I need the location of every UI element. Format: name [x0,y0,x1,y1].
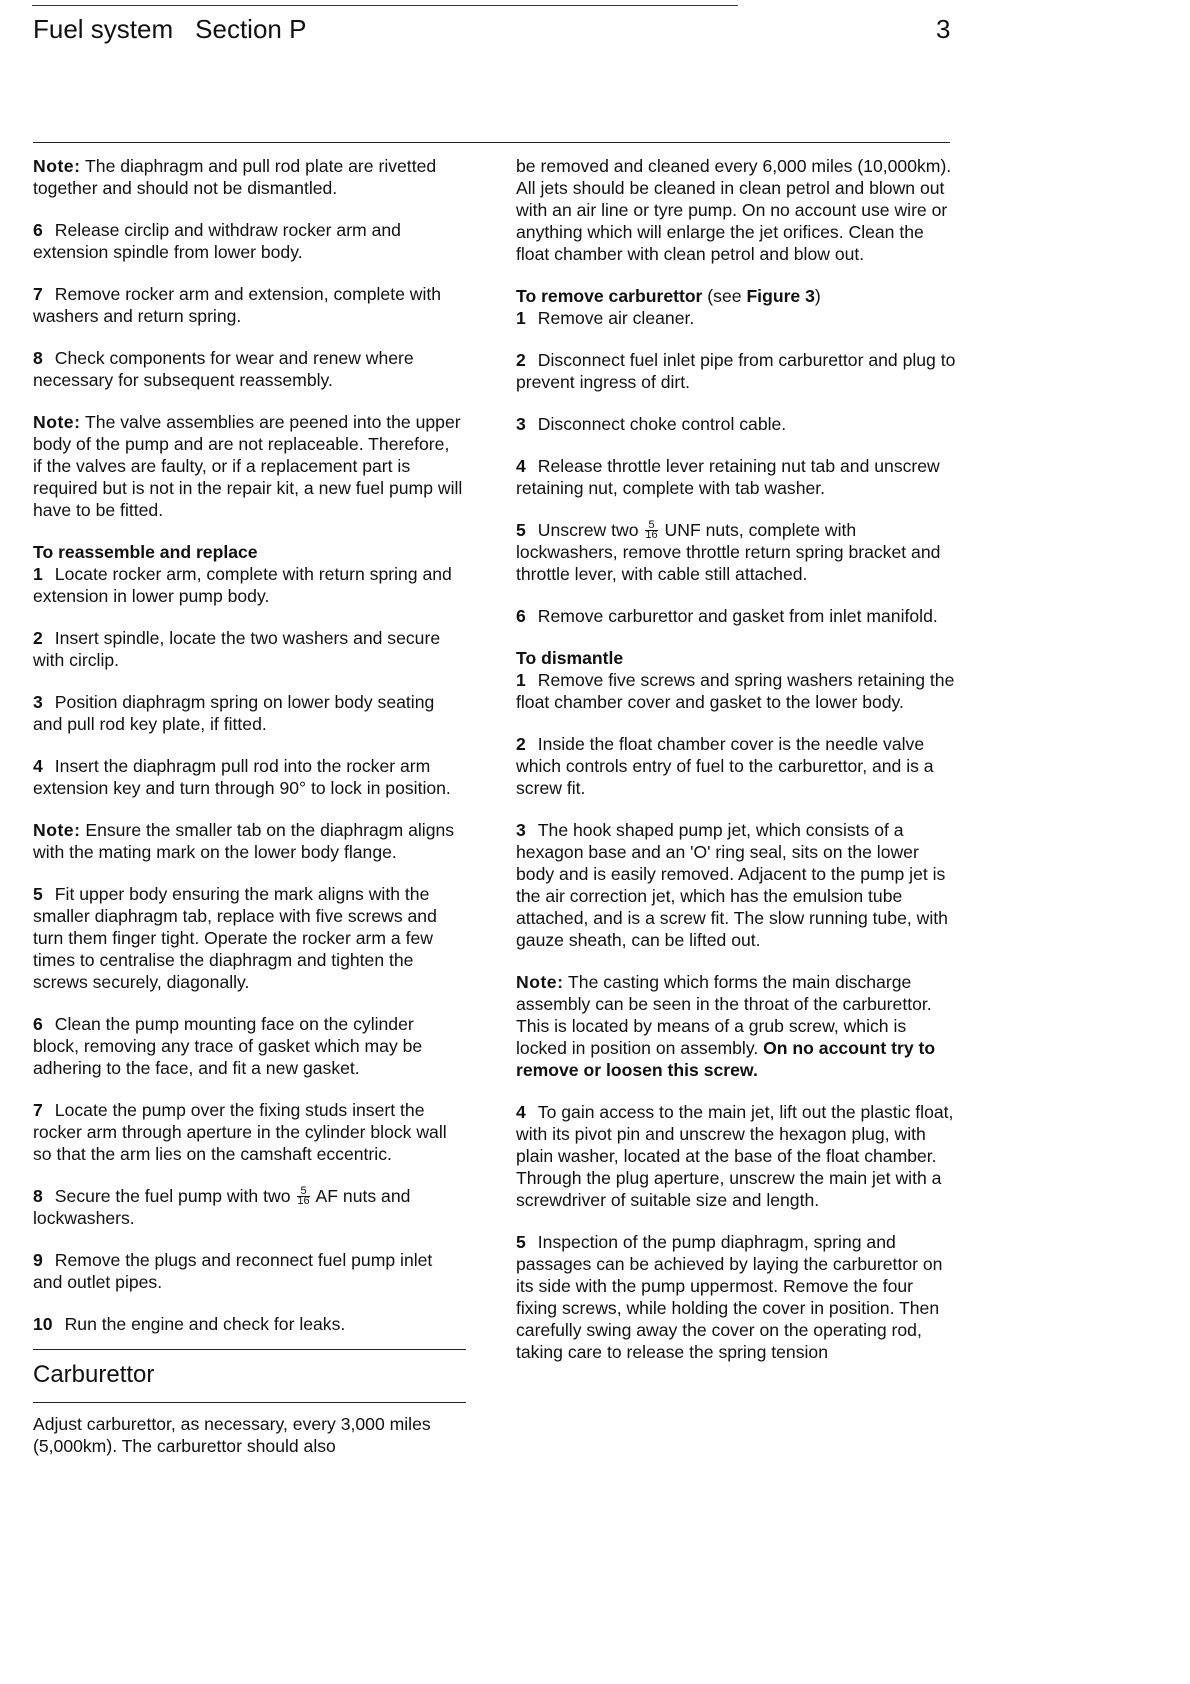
step-text: Locate the pump over the fixing studs insert the rocker arm through aperture in the cylinder block wall so that the arm lies on the camshaft eccentric. [33,1100,447,1164]
step-number: 3 [33,692,43,712]
step-1 [516,307,956,329]
step-text: Remove the plugs and reconnect fuel pump inlet and outlet pipes. [33,1250,433,1292]
dismantle-heading: To dismantle [516,648,624,668]
step-4 [516,1101,956,1211]
step-9 [33,1249,463,1293]
section-label: Section P [195,14,307,44]
step-text: To gain access to the main jet, lift out the plastic float, with its pivot pin and unscrew the hexagon plug, with plain washer, located at the base of the float chamber. Through the plug aperture, unscrew the main jet with a screwdriver of suitable size and length. [516,1102,954,1210]
note-label: Note: [33,412,81,432]
fraction-five-sixteenths [645,521,657,540]
step-2 [516,349,956,393]
carburettor-intro: Adjust carburettor, as necessary, every 3,000 miles (5,000km). The carburettor should also [33,1414,431,1456]
fraction-denominator: 16 [297,1195,310,1207]
step-text: Position diaphragm spring on lower body seating and pull rod key plate, if fitted. [33,692,435,734]
step-number: 2 [516,734,526,754]
heading-close: ) [814,286,821,306]
step-number: 2 [33,628,43,648]
step-number: 6 [516,606,526,626]
step-number: 6 [33,220,43,240]
step-1 [33,563,463,607]
step-number: 5 [516,520,526,540]
header-rule [32,5,738,6]
step-8 [33,1185,463,1229]
step-6 [33,219,463,263]
step-4 [33,755,463,799]
step-text: Remove air cleaner. [537,308,695,328]
left-column [33,155,463,1457]
step-text: AF nuts and lockwashers. [33,1186,411,1228]
figure-reference: Figure 3 [746,286,815,306]
section-rule [33,1349,466,1350]
step-5 [516,519,956,585]
heading-open: (see [702,286,747,306]
page-number: 3 [936,14,951,44]
step-text: Disconnect fuel inlet pipe from carburettor and plug to prevent ingress of dirt. [516,350,956,392]
fraction-denominator: 16 [645,529,658,541]
step-2 [516,733,956,799]
step-7 [33,1099,463,1165]
step-4 [516,455,956,499]
note-label: Note: [516,972,564,992]
step-3 [33,691,463,735]
step-text: Unscrew two [537,520,644,540]
step-text: Locate rocker arm, complete with return spring and extension in lower pump body. [33,564,452,606]
step-text: Disconnect choke control cable. [537,414,787,434]
step-3 [516,819,956,951]
step-8 [33,347,463,391]
step-text: Run the engine and check for leaks. [64,1314,346,1334]
step-number: 9 [33,1250,43,1270]
step-text: Remove five screws and spring washers retaining the float chamber cover and gasket to the lower body. [516,670,955,712]
note-paragraph [33,411,463,521]
step-text: Insert the diaphragm pull rod into the rocker arm extension key and turn through 90° to lock in position. [33,756,451,798]
step-text: Inside the float chamber cover is the needle valve which controls entry of fuel to the carburettor, and is a screw fit. [516,734,934,798]
section-rule [33,1402,466,1403]
step-number: 6 [33,1014,43,1034]
carburettor-heading: Carburettor [33,1361,155,1388]
step-number: 2 [516,350,526,370]
step-text: Remove rocker arm and extension, complete with washers and return spring. [33,284,442,326]
intro-continued: be removed and cleaned every 6,000 miles (10,000km). All jets should be cleaned in clean petrol and blown out with an air line or tyre pump. On no account use wire or anything which will enlarge the jet orifices. Clean the float chamber with clean petrol and blow out. [516,156,952,264]
note-text: The diaphragm and pull rod plate are rivetted together and should not be dismantled. [33,156,437,198]
step-number: 8 [33,1186,43,1206]
note-paragraph [33,155,463,199]
fraction-five-sixteenths [297,1187,309,1206]
note-text: The casting which forms the main discharge assembly can be seen in the throat of the carburettor. This is located by means of a grub screw, which is locked in position on assembly. [516,972,932,1058]
step-text: Secure the fuel pump with two [54,1186,296,1206]
step-7 [33,283,463,327]
step-number: 1 [516,308,526,328]
right-column [516,155,956,1363]
step-10 [33,1313,463,1335]
step-number: 1 [33,564,43,584]
step-number: 5 [516,1232,526,1252]
step-number: 4 [33,756,43,776]
note-warning: On no account try to remove or loosen this screw. [516,1038,936,1080]
fraction-numerator: 5 [297,1187,309,1197]
step-6 [33,1013,463,1079]
step-text: Release circlip and withdraw rocker arm and extension spindle from lower body. [33,220,401,262]
note-text: The valve assemblies are peened into the upper body of the pump and are not replaceable. Therefore, if the valves are faulty, or if a replacement part is required but is not in the repair kit, a new fuel pump will have to be fitted. [33,412,463,520]
step-6 [516,605,956,627]
chapter-title: Fuel system [33,14,174,44]
step-text: Remove carburettor and gasket from inlet manifold. [537,606,938,626]
step-number: 8 [33,348,43,368]
note-text: Ensure the smaller tab on the diaphragm aligns with the mating mark on the lower body flange. [33,820,455,862]
reassemble-heading: To reassemble and replace [33,542,258,562]
step-2 [33,627,463,671]
step-number: 1 [516,670,526,690]
step-5 [516,1231,956,1363]
step-3 [516,413,956,435]
top-rule [33,142,950,143]
step-text: Check components for wear and renew where necessary for subsequent reassembly. [33,348,414,390]
step-text: Clean the pump mounting face on the cylinder block, removing any trace of gasket which may be adhering to the face, and fit a new gasket. [33,1014,423,1078]
step-number: 4 [516,456,526,476]
step-number: 10 [33,1314,53,1334]
step-text: Fit upper body ensuring the mark aligns with the smaller diaphragm tab, replace with five screws and turn them finger tight. Operate the rocker arm a few times to centralise the diaphragm and tighten the screws securely, diagonally. [33,884,437,992]
step-number: 7 [33,1100,43,1120]
remove-carburettor-heading [516,285,956,307]
note-paragraph [516,971,956,1081]
step-number: 3 [516,820,526,840]
step-number: 5 [33,884,43,904]
step-number: 7 [33,284,43,304]
note-label: Note: [33,820,81,840]
step-5 [33,883,463,993]
step-number: 3 [516,414,526,434]
step-1 [516,669,956,713]
step-text: The hook shaped pump jet, which consists of a hexagon base and an 'O' ring seal, sits on the lower body and is easily removed. Adjacent to the pump jet is the air correction jet, which has the emulsion tube attached, and is a screw fit. The slow running tube, with gauze sheath, can be lifted out. [516,820,948,950]
note-paragraph [33,819,463,863]
running-header [33,14,306,45]
step-text: UNF nuts, complete with lockwashers, remove throttle return spring bracket and throttle lever, with cable still attached. [516,520,941,584]
step-text: Inspection of the pump diaphragm, spring and passages can be achieved by laying the carburettor on its side with the pump uppermost. Remove the four fixing screws, while holding the cover in position. Then carefully swing away the cover on the operating rod, taking care to release the spring tension [516,1232,943,1362]
heading-bold: To remove carburettor [516,286,703,306]
step-number: 4 [516,1102,526,1122]
step-text: Release throttle lever retaining nut tab and unscrew retaining nut, complete with tab washer. [516,456,940,498]
note-label: Note: [33,156,81,176]
step-text: Insert spindle, locate the two washers and secure with circlip. [33,628,441,670]
fraction-numerator: 5 [645,521,657,531]
